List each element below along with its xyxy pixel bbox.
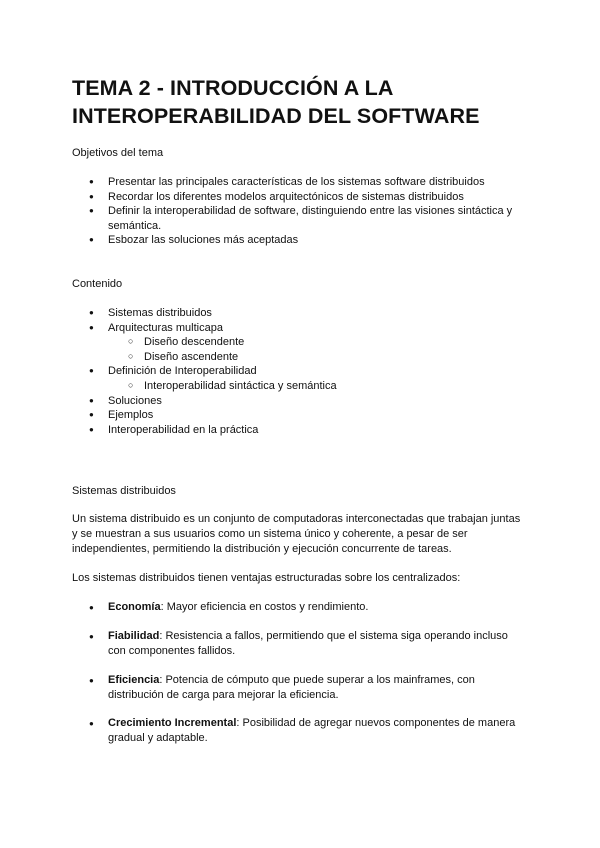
list-item: ● Ejemplos <box>89 409 154 422</box>
advantage-item <box>0 629 600 659</box>
advantage-item <box>0 600 600 615</box>
advantage-text: : Potencia de cómputo que puede superar a los mainframes, con distribución de carga para mejorar la eficiencia. <box>108 674 475 701</box>
advantage-text: : Mayor eficiencia en costos y rendimiento. <box>160 601 369 613</box>
list-item: ● Soluciones <box>89 394 162 407</box>
page-title: TEMA 2 - INTRODUCCIÓN A LA INTEROPERABILIDAD DEL SOFTWARE <box>72 76 480 128</box>
advantage-term: Eficiencia <box>108 674 160 686</box>
hollow-bullet-icon: ○ <box>128 379 134 390</box>
bullet-icon: ● <box>89 177 94 186</box>
bullet-icon: ● <box>89 603 94 612</box>
list-item: ● Definición de Interoperabilidad <box>89 365 257 378</box>
advantage-term: Crecimiento Incremental <box>108 717 237 729</box>
definition-paragraph: Un sistema distribuido es un conjunto de computadoras interconectadas que trabajan juntas y se muestran a sus usuarios como un sistema único y coherente, a pesar de ser independientes, permitiendo la distribución y ejecución concurrente de tareas. <box>72 513 521 556</box>
bullet-icon: ● <box>89 191 94 201</box>
list-item: ● Presentar las principales características de los sistemas software distribuidos <box>89 176 485 188</box>
hollow-bullet-icon: ○ <box>128 350 134 361</box>
list-item: ● Esbozar las soluciones más aceptadas <box>89 234 299 247</box>
advantage-text: : Resistencia a fallos, permitiendo que el sistema siga operando incluso con componentes fallidos. <box>108 630 508 657</box>
bullet-icon: ● <box>89 395 94 405</box>
advantage-item <box>0 673 600 703</box>
list-item: ● Arquitecturas multicapa <box>89 321 223 334</box>
objectives-heading: Objetivos del tema <box>72 147 164 159</box>
bullet-icon: ● <box>89 308 94 317</box>
bullet-icon: ● <box>89 719 94 728</box>
advantages-intro: Los sistemas distribuidos tienen ventajas estructuradas sobre los centralizados: <box>72 572 461 584</box>
advantage-term: Economía <box>108 601 161 613</box>
objectives-list <box>0 175 528 248</box>
list-item: ● Definir la interoperabilidad de software, distinguiendo entre las visiones sintáctica y semántica. <box>89 205 513 232</box>
bullet-icon: ● <box>89 632 94 641</box>
advantage-text: : Posibilidad de agregar nuevos componentes de manera gradual y adaptable. <box>108 717 516 744</box>
bullet-icon: ● <box>89 322 94 332</box>
bullet-icon: ● <box>89 424 94 434</box>
content-list <box>0 306 528 437</box>
list-item: ● Recordar los diferentes modelos arquitectónicos de sistemas distribuidos <box>89 190 464 203</box>
sub-list-item: ○ Diseño ascendente <box>128 350 239 363</box>
list-item: ● Sistemas distribuidos <box>89 307 212 319</box>
bullet-icon: ● <box>89 235 94 245</box>
bullet-icon: ● <box>89 676 94 685</box>
bullet-icon: ● <box>89 366 94 376</box>
advantage-term: Fiabilidad <box>108 630 160 642</box>
sub-list-item: ○ Diseño descendente <box>128 336 245 349</box>
hollow-bullet-icon: ○ <box>128 336 134 347</box>
list-item: ● Interoperabilidad en la práctica <box>89 423 259 436</box>
advantage-item <box>0 716 600 746</box>
bullet-icon: ● <box>89 410 94 420</box>
bullet-icon: ● <box>89 206 94 216</box>
sub-list-item: ○ Interoperabilidad sintáctica y semántica <box>128 379 337 392</box>
content-heading: Contenido <box>72 278 123 290</box>
section-heading: Sistemas distribuidos <box>72 485 176 497</box>
